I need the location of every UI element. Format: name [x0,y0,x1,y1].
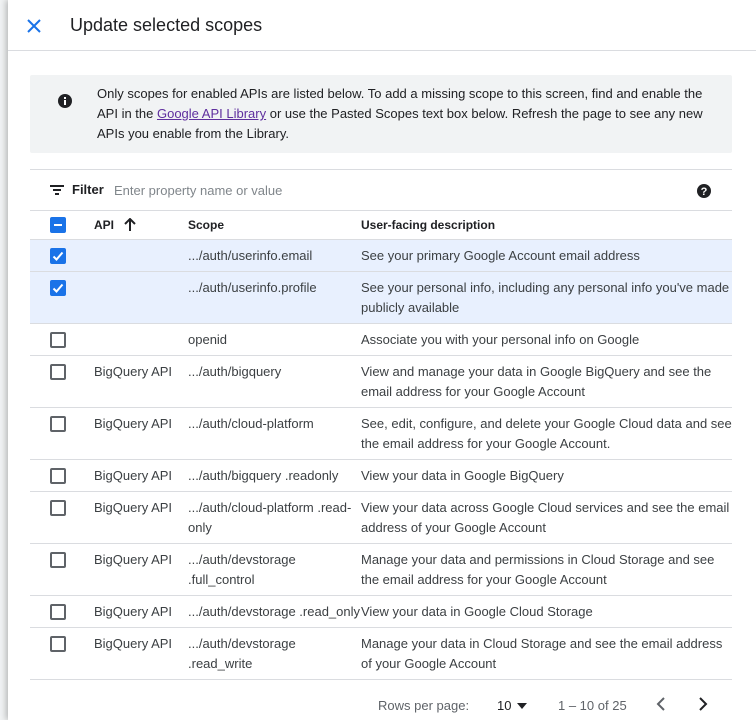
info-icon [58,94,72,108]
info-text-after: or use the Pasted Scopes text box below. Refresh the page to see any new APIs you enable from the Library. [97,106,703,141]
table-row[interactable] [30,323,732,355]
api-cell: BigQuery API [94,355,188,407]
description-cell: View your data across Google Cloud services and see the email address of your Google Account [361,491,732,543]
chevron-right-icon[interactable] [696,696,710,712]
select-all-checkbox[interactable] [50,217,66,233]
scope-cell: .../auth/cloud-platform .read-only [188,491,361,543]
description-cell: Manage your data and permissions in Cloud Storage and see the email address for your Google Account [361,543,732,595]
arrow-up-icon [124,218,136,232]
filter-icon [50,184,64,196]
api-cell: BigQuery API [94,595,188,627]
help-icon[interactable] [696,183,712,199]
row-checkbox[interactable] [50,604,66,620]
filter-bar [30,169,732,211]
table-row[interactable] [30,543,732,595]
scope-cell: .../auth/cloud-platform [188,407,361,459]
table-header-row [30,211,732,239]
description-cell: Manage your data in Cloud Storage and see the email address of your Google Account [361,627,732,679]
api-cell: BigQuery API [94,407,188,459]
scope-cell: .../auth/devstorage .full_control [188,543,361,595]
row-checkbox[interactable] [50,552,66,568]
api-cell: BigQuery API [94,543,188,595]
row-checkbox-cell [30,595,94,627]
scope-column-header: Scope [188,211,361,239]
api-header-label: API [94,217,115,232]
description-cell: See your personal info, including any personal info you've made publicly available [361,271,732,323]
table-row[interactable] [30,355,732,407]
api-cell [94,239,188,271]
row-checkbox[interactable] [50,636,66,652]
filter-input[interactable] [112,179,512,201]
svg-text:?: ? [700,186,708,198]
row-checkbox[interactable] [50,280,66,296]
row-checkbox[interactable] [50,364,66,380]
info-banner [30,75,732,153]
api-column-header[interactable] [94,211,188,239]
api-cell: BigQuery API [94,459,188,491]
underlying-page-edge [0,0,8,720]
description-cell: View your data in Google Cloud Storage [361,595,732,627]
row-checkbox-cell [30,627,94,679]
table-row[interactable] [30,239,732,271]
scope-cell: .../auth/bigquery [188,355,361,407]
panel-title: Update selected scopes [70,15,263,35]
page-range-text: 1 – 10 of 25 [558,698,627,713]
api-cell: BigQuery API [94,627,188,679]
row-checkbox-cell [30,271,94,323]
rows-per-page-value: 10 [497,698,512,713]
scope-cell: .../auth/userinfo.profile [188,271,361,323]
scope-cell: .../auth/bigquery .readonly [188,459,361,491]
pagination-footer [30,690,732,720]
row-checkbox[interactable] [50,248,66,264]
rows-per-page-select[interactable] [497,698,527,713]
api-cell: BigQuery API [94,491,188,543]
row-checkbox[interactable] [50,468,66,484]
close-icon [26,18,42,34]
description-cell: See, edit, configure, and delete your Google Cloud data and see the email address for your Google Account. [361,407,732,459]
close-button[interactable] [22,14,46,38]
update-scopes-panel [8,0,756,720]
row-checkbox-cell [30,459,94,491]
info-text-before: Only scopes for enabled APIs are listed below. To add a missing scope to this screen, find and enable the API in the [97,86,703,121]
chevron-left-icon[interactable] [654,696,668,712]
row-checkbox[interactable] [50,332,66,348]
caret-down-icon [517,703,527,709]
scope-cell: openid [188,323,361,355]
scope-cell: .../auth/devstorage .read_write [188,627,361,679]
row-checkbox-cell [30,407,94,459]
scopes-table [30,211,732,680]
api-cell [94,323,188,355]
description-column-header: User-facing description [361,211,732,239]
description-cell: See your primary Google Account email address [361,239,732,271]
table-row[interactable] [30,459,732,491]
header-checkbox-cell [30,211,94,239]
description-cell: View and manage your data in Google BigQuery and see the email address for your Google Account [361,355,732,407]
row-checkbox[interactable] [50,500,66,516]
description-cell: Associate you with your personal info on Google [361,323,732,355]
table-row[interactable] [30,627,732,679]
rows-per-page-label: Rows per page: [378,698,470,713]
table-row[interactable] [30,491,732,543]
row-checkbox-cell [30,543,94,595]
info-text [97,84,717,144]
description-cell: View your data in Google BigQuery [361,459,732,491]
row-checkbox-cell [30,491,94,543]
api-cell [94,271,188,323]
filter-label: Filter [72,182,104,197]
panel-header [8,0,756,51]
row-checkbox[interactable] [50,416,66,432]
scope-cell: .../auth/userinfo.email [188,239,361,271]
google-api-library-link[interactable]: Google API Library [156,106,267,121]
row-checkbox-cell [30,355,94,407]
table-row[interactable] [30,407,732,459]
table-row[interactable] [30,271,732,323]
row-checkbox-cell [30,323,94,355]
row-checkbox-cell [30,239,94,271]
table-row[interactable] [30,595,732,627]
scope-cell: .../auth/devstorage .read_only [188,595,361,627]
